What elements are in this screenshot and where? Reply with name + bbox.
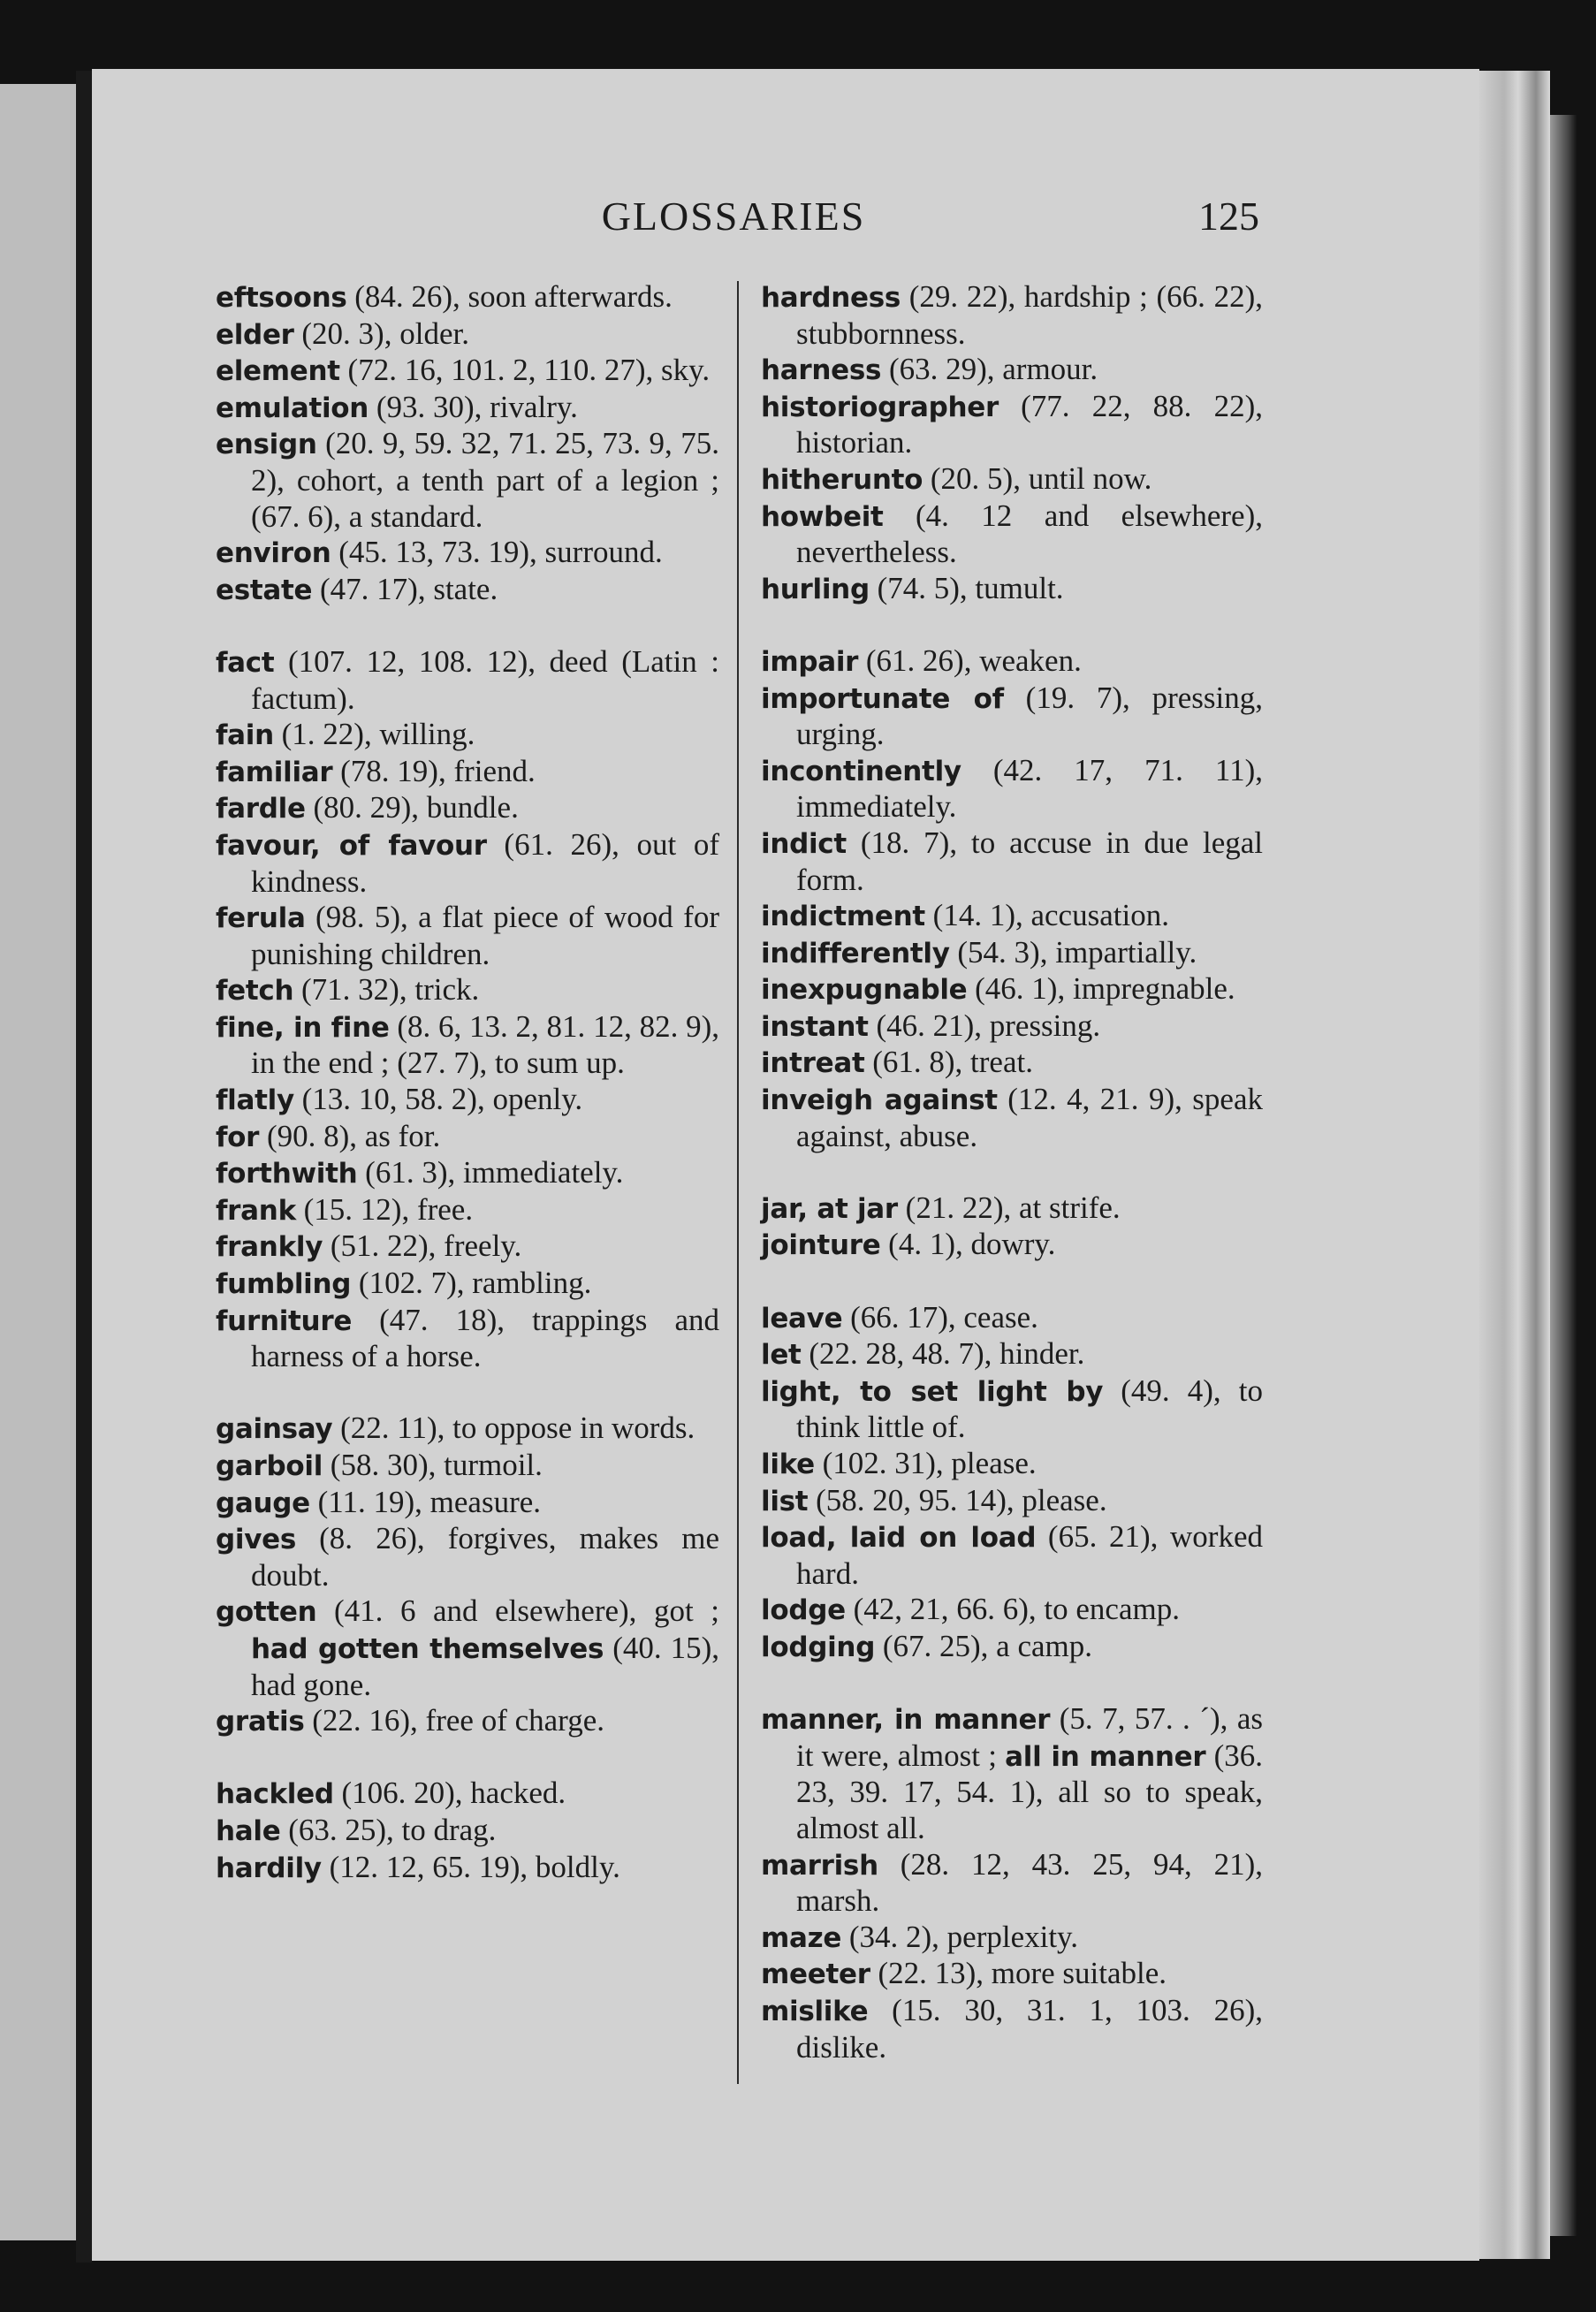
glossary-entry (761, 1483, 1263, 1520)
headword: hardily (216, 1852, 322, 1884)
glossary-entry (761, 1373, 1263, 1446)
definition: (61. 8), treat. (864, 1045, 1033, 1080)
glossary-entry (216, 1411, 719, 1448)
definition: (106. 20), hacked. (333, 1776, 566, 1811)
book-spine (0, 84, 76, 2240)
glossary-entry (216, 353, 719, 390)
definition: (14. 1), accusation. (924, 898, 1169, 933)
glossary-entry (761, 1300, 1263, 1337)
definition: (41. 6 and elsewhere), got ; (316, 1593, 719, 1629)
headword: jointure (761, 1229, 881, 1262)
headword: familiar (216, 756, 333, 788)
headword: inveigh against (761, 1084, 998, 1117)
glossary-entry (216, 279, 719, 316)
headword: hardness (761, 282, 901, 314)
headword: gives (216, 1524, 297, 1556)
headword: furniture (216, 1304, 353, 1337)
definition: (5. 7, 57. . ´), as it were, almost ; (796, 1701, 1263, 1773)
definition: (8. 6, 13. 2, 81. 12, 82. 9), in the end ; (27. 7), to sum up. (251, 1008, 719, 1081)
headword: ensign (216, 429, 317, 461)
headword: fardle (216, 793, 306, 825)
running-title: GLOSSARIES (601, 194, 866, 239)
definition: (15. 30, 31. 1, 103. 26), dislike. (796, 1992, 1263, 2065)
definition: (63. 29), armour. (881, 352, 1098, 387)
glossary-entry (761, 825, 1263, 898)
glossary-entry (761, 461, 1263, 498)
definition: (42. 17, 71. 11), immediately. (796, 752, 1263, 825)
headword: intreat (761, 1047, 865, 1080)
headword: hurling (761, 573, 870, 605)
definition: (74. 5), tumult. (869, 570, 1064, 605)
definition: (61. 26), out of kindness. (251, 826, 719, 899)
definition: (71. 32), trick. (293, 972, 480, 1008)
definition: (8. 26), forgives, makes me doubt. (251, 1521, 719, 1593)
definition-secondary: (36. 23, 39. 17, 54. 1), all so to speak, almost all. (796, 1738, 1263, 1845)
glossary-entry (761, 1519, 1263, 1592)
definition: (22. 28, 48. 7), hinder. (801, 1336, 1085, 1372)
headword-secondary: had gotten themselves (251, 1632, 604, 1665)
definition: (28. 12, 43. 25, 94, 21), marsh. (796, 1846, 1263, 1919)
definition: (42, 21, 66. 6), to encamp. (845, 1592, 1180, 1627)
definition: (72. 16, 101. 2, 110. 27), sky. (339, 353, 711, 388)
definition: (13. 10, 58. 2), openly. (293, 1082, 583, 1117)
definition: (4. 1), dowry. (880, 1227, 1056, 1262)
glossary-entry (216, 1850, 719, 1887)
glossary-entry (216, 1776, 719, 1813)
definition-secondary: (40. 15), had gone. (251, 1630, 719, 1702)
glossary-entry (216, 316, 719, 354)
headword: lodge (761, 1594, 846, 1627)
glossary-entry (761, 1446, 1263, 1483)
definition: (46. 21), pressing. (868, 1008, 1101, 1043)
glossary-entry (216, 390, 719, 427)
glossary-entry (216, 1703, 719, 1740)
definition: (34. 2), perplexity. (841, 1919, 1079, 1954)
definition: (93. 30), rivalry. (369, 389, 578, 424)
headword: fine, in fine (216, 1011, 390, 1044)
headword: gratis (216, 1706, 305, 1738)
glossary-entry (761, 681, 1263, 753)
glossary-entry (761, 1993, 1263, 2065)
headword: frank (216, 1194, 296, 1227)
definition: (22. 16), free of charge. (304, 1703, 604, 1738)
glossary-entry (761, 1190, 1263, 1228)
headword: gauge (216, 1487, 310, 1519)
glossary-entry (216, 972, 719, 1009)
glossary-entry (216, 1813, 719, 1850)
definition: (107. 12, 108. 12), deed (Latin : factum). (251, 643, 719, 716)
glossary-entry (216, 900, 719, 972)
headword: eftsoons (216, 282, 347, 314)
definition: (102. 31), please. (814, 1446, 1037, 1480)
definition: (20. 5), until now. (923, 460, 1152, 496)
column-divider (737, 281, 739, 2084)
glossary-entry (216, 717, 719, 754)
definition: (90. 8), as for. (259, 1118, 441, 1153)
headword: let (761, 1339, 802, 1372)
definition: (67. 25), a camp. (875, 1628, 1092, 1663)
glossary-entry (216, 1303, 719, 1375)
definition: (21. 22), at strife. (897, 1190, 1121, 1225)
headword: leave (761, 1302, 843, 1335)
definition: (61. 26), weaken. (858, 643, 1082, 678)
definition: (77. 22, 88. 22), historian. (796, 388, 1263, 460)
glossary-entry (761, 1920, 1263, 1957)
headword: gotten (216, 1596, 317, 1629)
glossary-entry (216, 426, 719, 535)
headword: indifferently (761, 937, 950, 970)
headword: indictment (761, 901, 925, 933)
headword: fact (216, 646, 275, 679)
headword: frankly (216, 1231, 323, 1264)
glossary-entry (761, 971, 1263, 1008)
definition: (1. 22), willing. (273, 717, 475, 752)
headword: elder (216, 318, 294, 351)
definition: (29. 22), hardship ; (66. 22), stubbornness. (796, 279, 1263, 351)
glossary-entry (216, 790, 719, 827)
glossary-entry (761, 571, 1263, 608)
glossary-entry (216, 1192, 719, 1229)
glossary-entry (761, 898, 1263, 935)
headword: meeter (761, 1958, 870, 1991)
headword: howbeit (761, 500, 884, 533)
glossary-entry (761, 352, 1263, 389)
glossary-entry (216, 1155, 719, 1192)
headword: element (216, 355, 340, 388)
definition: (58. 20, 95. 14), please. (808, 1482, 1107, 1517)
definition: (18. 7), to accuse in due legal form. (796, 825, 1263, 897)
glossary-entry (216, 1521, 719, 1593)
glossary-entry (761, 1082, 1263, 1154)
definition: (47. 17), state. (312, 571, 498, 606)
glossary-entry (216, 1228, 719, 1266)
book-gutter (76, 71, 92, 2263)
definition: (46. 1), impregnable. (967, 971, 1235, 1007)
definition: (22. 11), to oppose in words. (332, 1411, 695, 1446)
definition: (66. 17), cease. (842, 1299, 1038, 1335)
headword: garboil (216, 1450, 323, 1482)
definition: (54. 3), impartially. (949, 934, 1197, 970)
glossary-entry (761, 935, 1263, 972)
headword: harness (761, 354, 882, 387)
headword: favour, of favour (216, 829, 487, 862)
definition: (51. 22), freely. (323, 1228, 522, 1264)
glossary-entry (216, 1082, 719, 1119)
glossary-entry (761, 1701, 1263, 1846)
glossary-entry (761, 1956, 1263, 1993)
glossary-entry (761, 1045, 1263, 1082)
headword: instant (761, 1010, 869, 1043)
definition: (4. 12 and elsewhere), nevertheless. (796, 498, 1263, 570)
definition: (49. 4), to think little of. (796, 1373, 1263, 1445)
headword: historiographer (761, 391, 999, 423)
headword: like (761, 1449, 815, 1480)
definition: (78. 19), friend. (332, 753, 536, 788)
glossary-entry (216, 754, 719, 791)
headword: lodging (761, 1631, 876, 1663)
glossary-entry (761, 1847, 1263, 1920)
headword: hackled (216, 1778, 334, 1811)
definition: (102. 7), rambling. (351, 1266, 592, 1301)
definition: (20. 9, 59. 32, 71. 25, 73. 9, 75. 2), cohort, a tenth part of a legion ; (67. 6), a standard. (251, 426, 719, 534)
headword: hitherunto (761, 463, 923, 496)
definition: (22. 13), more suitable. (870, 1956, 1167, 1991)
glossary-column-right (761, 279, 1263, 2065)
definition: (58. 30), turmoil. (323, 1448, 543, 1482)
definition: (63. 25), to drag. (280, 1812, 497, 1847)
headword: manner, in manner (761, 1704, 1051, 1737)
glossary-entry (761, 1592, 1263, 1629)
glossary-entry (761, 1629, 1263, 1666)
page-edges (1479, 71, 1550, 2259)
glossary-entry (216, 1485, 719, 1522)
definition: (15. 12), free. (295, 1191, 474, 1227)
headword: forthwith (216, 1158, 358, 1190)
glossary-entry (216, 572, 719, 609)
headword: jar, at jar (761, 1192, 898, 1225)
headword: hale (216, 1814, 281, 1847)
headword: list (761, 1485, 809, 1517)
definition: (98. 5), a flat piece of wood for punishing children. (251, 900, 719, 971)
headword: importunate of (761, 682, 1004, 715)
definition: (61. 3), immediately. (357, 1155, 624, 1190)
page-number: 125 (1198, 194, 1259, 239)
glossary-entry (761, 753, 1263, 825)
definition: (45. 13, 73. 19), surround. (331, 535, 663, 570)
headword-secondary: all in manner (1005, 1740, 1206, 1773)
headword: emulation (216, 392, 369, 424)
glossary-entry (761, 279, 1263, 352)
glossary-entry (761, 498, 1263, 571)
headword: fumbling (216, 1268, 352, 1301)
headword: environ (216, 537, 331, 570)
definition: (47. 18), trappings and harness of a horse. (251, 1302, 719, 1374)
glossary-entry (216, 535, 719, 572)
headword: indict (761, 827, 847, 860)
glossary-column-left (216, 279, 719, 1886)
headword: incontinently (761, 755, 961, 787)
glossary-entry (216, 644, 719, 717)
headword: fain (216, 719, 274, 752)
headword: load, laid on load (761, 1522, 1037, 1555)
headword: marrish (761, 1849, 878, 1882)
glossary-entry (761, 1008, 1263, 1046)
definition: (19. 7), pressing, urging. (796, 680, 1263, 752)
glossary-entry (216, 1119, 719, 1156)
headword: for (216, 1121, 260, 1153)
glossary-entry (216, 1448, 719, 1485)
definition: (11. 19), measure. (309, 1484, 542, 1519)
headword: impair (761, 645, 859, 678)
headword: mislike (761, 1995, 869, 2027)
definition: (80. 29), bundle. (305, 790, 519, 825)
glossary-entry (761, 389, 1263, 461)
headword: gainsay (216, 1413, 333, 1446)
glossary-entry (216, 1593, 719, 1703)
definition: (12. 12, 65. 19), boldly. (321, 1849, 620, 1884)
glossary-entry (216, 1009, 719, 1082)
headword: fetch (216, 975, 294, 1008)
definition: (12. 4, 21. 9), speak against, abuse. (796, 1082, 1263, 1153)
headword: ferula (216, 902, 306, 935)
definition: (65. 21), worked hard. (796, 1519, 1263, 1591)
glossary-entry (216, 827, 719, 900)
headword: light, to set light by (761, 1375, 1104, 1408)
glossary-entry (761, 1227, 1263, 1264)
headword: inexpugnable (761, 974, 968, 1007)
definition: (20. 3), older. (293, 316, 469, 351)
glossary-entry (761, 1336, 1263, 1373)
definition: (84. 26), soon afterwards. (346, 279, 673, 314)
headword: flatly (216, 1084, 294, 1117)
headword: estate (216, 574, 313, 606)
glossary-entry (761, 643, 1263, 681)
page-edges-shadow (1550, 115, 1577, 2236)
headword: maze (761, 1921, 842, 1954)
glossary-entry (216, 1266, 719, 1303)
